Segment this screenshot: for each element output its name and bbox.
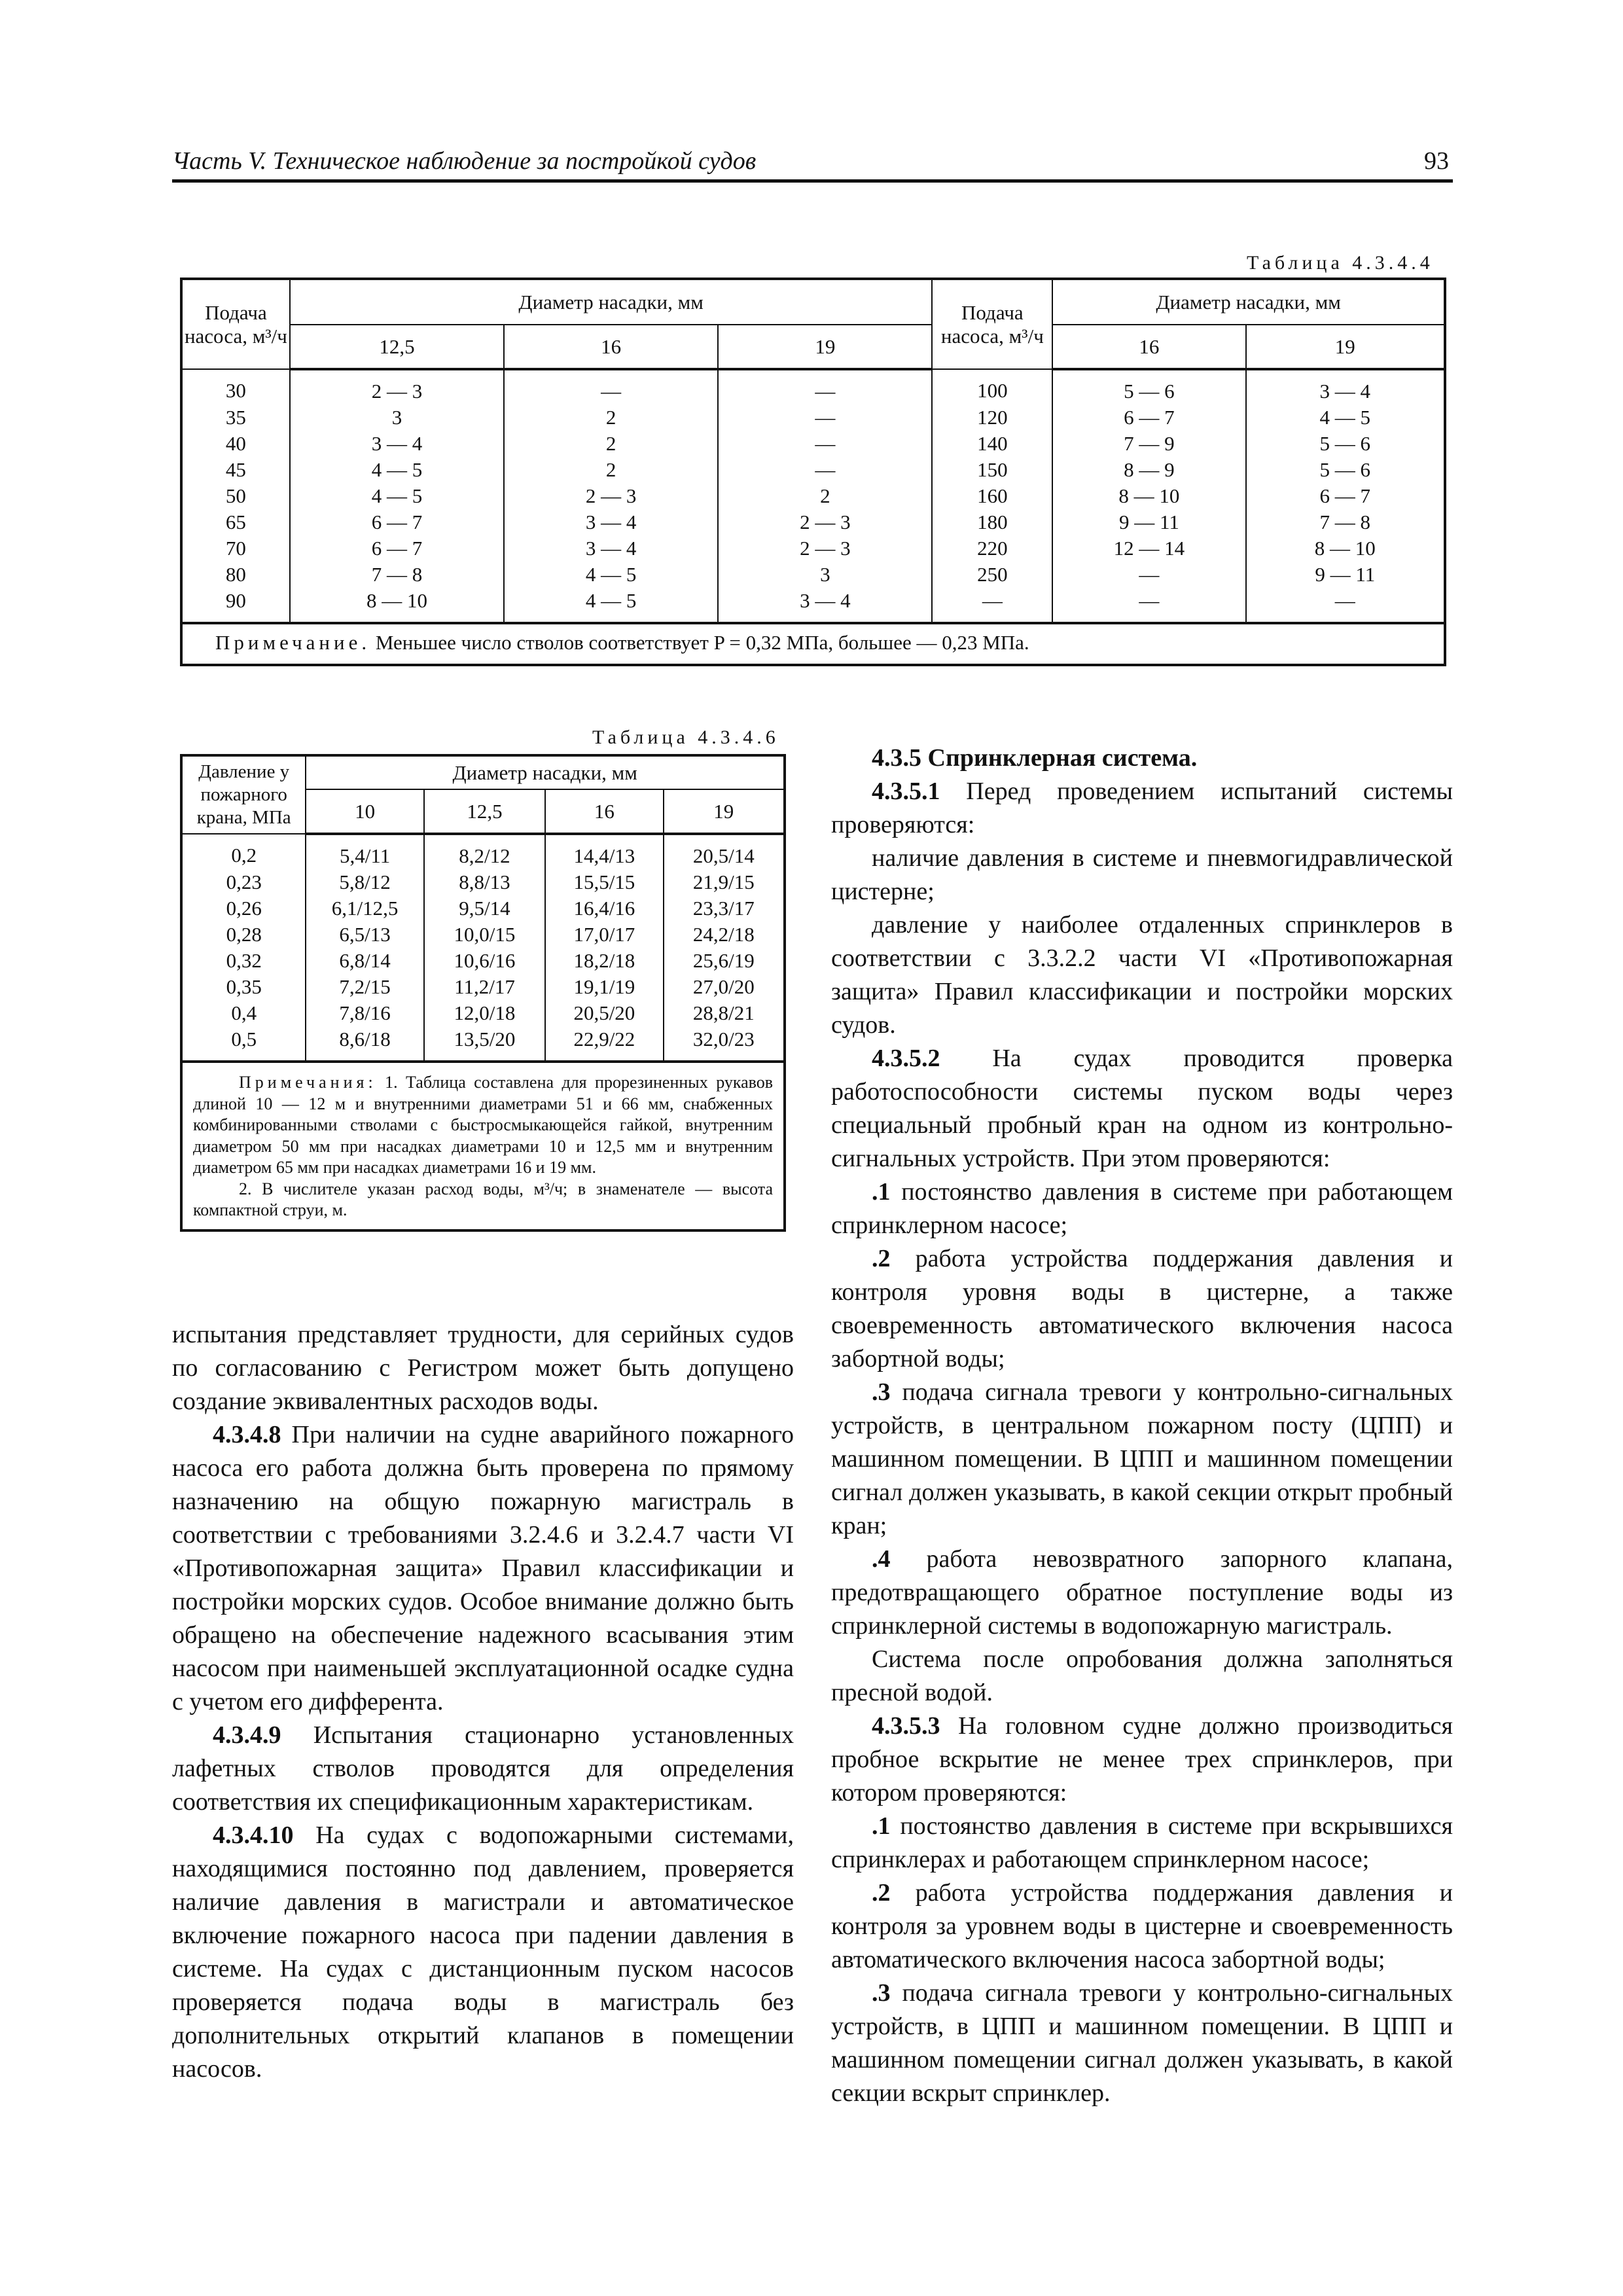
table-cell: 13,5/20 — [424, 1026, 545, 1062]
table-cell: 3 — [290, 404, 504, 431]
table-cell: 8 — 9 — [1052, 457, 1245, 483]
item-number: .3 — [872, 1378, 891, 1406]
table-cell: 0,32 — [181, 948, 306, 974]
table-cell: 3 — 4 — [1246, 369, 1445, 404]
paragraph-continuation: испытания представляет трудности, для серийных судов по согласованию с Регистром может быть допущено создание эквивалентных расходов воды. — [172, 1321, 794, 1415]
note-1 — [193, 1072, 773, 1179]
running-header — [172, 145, 1453, 183]
table-cell: — — [718, 431, 932, 457]
table-cell: 3 — 4 — [504, 509, 718, 535]
table-row — [181, 948, 785, 974]
table-cell: 9,5/14 — [424, 895, 545, 922]
table-cell: 12 — 14 — [1052, 535, 1245, 562]
right-column — [831, 742, 1453, 2110]
item-number: .2 — [872, 1245, 891, 1272]
table-cell: 8 — 10 — [1052, 483, 1245, 509]
table-cell: 2 — [504, 404, 718, 431]
table-cell: 45 — [181, 457, 290, 483]
header-nozzle-diameter-2: Диаметр насадки, мм — [1052, 279, 1445, 325]
table-cell: 4 — 5 — [1246, 404, 1445, 431]
table-row — [181, 457, 1445, 483]
header-d-19: 19 — [718, 325, 932, 369]
table-cell: 5,4/11 — [306, 834, 423, 869]
list-item: наличие давления в системе и пневмогидравлической цистерне; — [831, 844, 1453, 905]
list-item — [831, 1376, 1453, 1543]
table-cell: 50 — [181, 483, 290, 509]
left-column — [172, 1318, 794, 2086]
table-cell: 6,5/13 — [306, 922, 423, 948]
note-label: Примечание. — [215, 631, 371, 654]
paragraph-4-3-5-2 — [831, 1042, 1453, 1175]
table-cell: 23,3/17 — [664, 895, 785, 922]
table-row — [181, 922, 785, 948]
item-text: подача сигнала тревоги у контрольно-сигнальных устройств, в ЦПП и машинном помещении. В ЦПП и машинном помещении сигнал должен указывать, в какой секции вскрыт спринклер. — [831, 1979, 1454, 2107]
table-cell: 2 — 3 — [504, 483, 718, 509]
table-cell: 0,23 — [181, 869, 306, 895]
table-cell: 4 — 5 — [504, 562, 718, 588]
table-row — [181, 431, 1445, 457]
paragraph-4-3-4-10 — [172, 1819, 794, 2086]
item-text: работа устройства поддержания давления и контроля уровня воды в цистерне, а также своевременность автоматического включения насоса забортной воды; — [831, 1245, 1454, 1372]
item-text: постоянство давления в системе при работающем спринклерном насосе; — [831, 1178, 1453, 1239]
table-cell: 4 — 5 — [504, 588, 718, 623]
notes-label: Примечания: — [239, 1073, 377, 1092]
clause-text: При наличии на судне аварийного пожарного насоса его работа должна быть проверена по прямому назначению на общую пожарную магистраль в соответствии с требованиями 3.2.4.6 и 3.2.4.7 части VI «Противопожарная защита» Правил классификации и постройки морских судов. Особое внимание должно быть обращено на обеспечение надежного всасывания этим насосом при наименьшей эксплуатационной осадке судна с учетом его дифферента. — [172, 1421, 794, 1715]
table-cell: 4 — 5 — [290, 483, 504, 509]
table-cell: 180 — [932, 509, 1052, 535]
clause-text: На судах с водопожарными системами, находящимися постоянно под давлением, проверяется наличие давления в магистрали и автоматическое включение пожарного насоса при падении давления в системе. На судах с дистанционным пуском насосов проверяется подача воды в магистраль без дополнительных открытий клапанов в помещении насосов. — [172, 1821, 794, 2083]
table-cell: 70 — [181, 535, 290, 562]
header-d-12-5: 12,5 — [424, 789, 545, 834]
table-cell: 8,6/18 — [306, 1026, 423, 1062]
header-d-16: 16 — [504, 325, 718, 369]
table-cell: — — [932, 588, 1052, 623]
table-row — [181, 404, 1445, 431]
table-row — [181, 974, 785, 1000]
item-number: .3 — [872, 1979, 891, 2007]
table-cell: 0,5 — [181, 1026, 306, 1062]
table-cell: 6,8/14 — [306, 948, 423, 974]
table-row — [181, 895, 785, 922]
table-cell: 9 — 11 — [1246, 562, 1445, 588]
table-cell: 14,4/13 — [545, 834, 663, 869]
clause-text: Перед проведением испытаний системы проверяются: — [831, 778, 1453, 838]
table-row — [181, 869, 785, 895]
header-d-12-5: 12,5 — [290, 325, 504, 369]
table-cell: 6 — 7 — [1246, 483, 1445, 509]
list-item — [831, 1977, 1453, 2110]
table-cell: 8 — 10 — [290, 588, 504, 623]
clause-text: На головном судне должно производиться пробное вскрытие не менее трех спринклеров, при котором проверяются: — [831, 1712, 1453, 1806]
table-cell: 2 — 3 — [290, 369, 504, 404]
table-cell: 35 — [181, 404, 290, 431]
table-cell: 0,4 — [181, 1000, 306, 1026]
table-row — [181, 1000, 785, 1026]
table-cell: — — [718, 369, 932, 404]
clause-number: 4.3.4.8 — [213, 1421, 281, 1448]
table-cell: 5 — 6 — [1052, 369, 1245, 404]
list-item — [831, 1175, 1453, 1242]
table-cell: 2 — [718, 483, 932, 509]
table-row — [181, 1026, 785, 1062]
table-cell: 2 — 3 — [718, 509, 932, 535]
item-text: постоянство давления в системе при вскрывшихся спринклерах и работающем спринклерном насосе; — [831, 1812, 1454, 1873]
table2-caption: Таблица 4.3.4.6 — [592, 726, 779, 748]
table-cell: 6 — 7 — [290, 535, 504, 562]
table-cell: 7 — 9 — [1052, 431, 1245, 457]
note-text: Меньшее число стволов соответствует P = 0,32 МПа, большее — 0,23 МПа. — [375, 631, 1029, 654]
item-number: .4 — [872, 1545, 891, 1573]
table-cell: 20,5/20 — [545, 1000, 663, 1026]
table-cell: 6,1/12,5 — [306, 895, 423, 922]
table1-caption: Таблица 4.3.4.4 — [1247, 252, 1434, 274]
paragraph-4-3-5-3 — [831, 1710, 1453, 1810]
table-cell: 7 — 8 — [290, 562, 504, 588]
table-cell: 6 — 7 — [290, 509, 504, 535]
table-cell: 11,2/17 — [424, 974, 545, 1000]
table-cell: 25,6/19 — [664, 948, 785, 974]
note-2: 2. В числителе указан расход воды, м³/ч; в знаменателе — высота компактной струи, м. — [193, 1179, 773, 1219]
table-cell: 8,2/12 — [424, 834, 545, 869]
table-cell: 100 — [932, 369, 1052, 404]
table-cell: 10,0/15 — [424, 922, 545, 948]
item-text: работа невозвратного запорного клапана, предотвращающего обратное поступление воды из спринклерной системы в водопожарную магистраль. — [831, 1545, 1453, 1640]
table-cell: 6 — 7 — [1052, 404, 1245, 431]
note-1-text: 1. Таблица составлена для прорезиненных рукавов длиной 10 — 12 м и внутренними диаметрами 51 и 66 мм, снабженных комбинированными стволами с быстросмыкающейся гайкой, внутренним диаметром 50 мм при насадках диаметрами 10 и 12,5 мм и внутренним диаметром 65 мм при насадках диаметрами 16 и 19 мм. — [193, 1073, 773, 1177]
table1-note — [181, 623, 1445, 665]
paragraph-4-3-4-8 — [172, 1418, 794, 1719]
table-cell: 10,6/16 — [424, 948, 545, 974]
table-cell: 3 — 4 — [290, 431, 504, 457]
item-text: работа устройства поддержания давления и контроля за уровнем воды в цистерне и своевременность автоматического включения насоса забортной воды; — [831, 1879, 1454, 1973]
item-number: .1 — [872, 1178, 891, 1206]
table-cell: 120 — [932, 404, 1052, 431]
table-cell: 9 — 11 — [1052, 509, 1245, 535]
clause-number: 4.3.5.2 — [872, 1045, 940, 1072]
table-cell: 17,0/17 — [545, 922, 663, 948]
list-item — [831, 1543, 1453, 1643]
paragraph: Система после опробования должна заполняться пресной водой. — [831, 1645, 1453, 1706]
item-text: подача сигнала тревоги у контрольно-сигнальных устройств, в центральном пожарном посту (ЦПП) и машинном помещении. В ЦПП и машинном помещении сигнал должен указывать, в какой секции открыт пробный кран; — [831, 1378, 1454, 1539]
table-cell: 160 — [932, 483, 1052, 509]
table-cell: 28,8/21 — [664, 1000, 785, 1026]
clause-number: 4.3.5.1 — [872, 778, 940, 805]
clause-text: На судах проводится проверка работоспособности системы пуском воды через специальный пробный кран на одном из контрольно-сигнальных устройств. При этом проверяются: — [831, 1045, 1454, 1172]
table-cell: 0,26 — [181, 895, 306, 922]
header-d-19-b: 19 — [1246, 325, 1445, 369]
list-item: давление у наиболее отдаленных спринклеров в соответствии с 3.3.2.2 части VI «Противопожарная защита» Правил классификации и постройки морских судов. — [831, 911, 1453, 1039]
table-cell: 8,8/13 — [424, 869, 545, 895]
table-cell: 0,35 — [181, 974, 306, 1000]
table-cell: 4 — 5 — [290, 457, 504, 483]
table-cell: 24,2/18 — [664, 922, 785, 948]
list-item — [831, 1810, 1453, 1876]
table-cell: 2 — [504, 431, 718, 457]
header-flow-rate: Подача насоса, м³/ч — [181, 279, 290, 369]
list-item — [831, 1242, 1453, 1376]
header-flow-rate-2: Подача насоса, м³/ч — [932, 279, 1052, 369]
table-cell: — — [1052, 588, 1245, 623]
table2-notes — [181, 1062, 785, 1230]
table-cell: 27,0/20 — [664, 974, 785, 1000]
table-cell: 32,0/23 — [664, 1026, 785, 1062]
table-cell: — — [1052, 562, 1245, 588]
table-cell: — — [718, 457, 932, 483]
table-cell: 2 — [504, 457, 718, 483]
header-d-10: 10 — [306, 789, 423, 834]
table-cell: 80 — [181, 562, 290, 588]
table-cell: 2 — 3 — [718, 535, 932, 562]
table-row — [181, 369, 1445, 404]
table-row — [181, 834, 785, 869]
section-heading: 4.3.5 Спринклерная система. — [872, 744, 1198, 772]
table-cell: 21,9/15 — [664, 869, 785, 895]
paragraph-4-3-5-1 — [831, 775, 1453, 842]
header-d-16: 16 — [545, 789, 663, 834]
table-cell: 8 — 10 — [1246, 535, 1445, 562]
table-cell: 0,2 — [181, 834, 306, 869]
table-row — [181, 588, 1445, 623]
table-cell: 5 — 6 — [1246, 431, 1445, 457]
header-nozzle-diameter: Диаметр насадки, мм — [306, 755, 785, 789]
list-item — [831, 1876, 1453, 1977]
table-cell: 7,8/16 — [306, 1000, 423, 1026]
clause-number: 4.3.4.10 — [213, 1821, 294, 1849]
table-cell: 18,2/18 — [545, 948, 663, 974]
table-cell: — — [718, 404, 932, 431]
table-cell: 7,2/15 — [306, 974, 423, 1000]
header-d-19: 19 — [664, 789, 785, 834]
table-cell: — — [504, 369, 718, 404]
table-cell: — — [1246, 588, 1445, 623]
table-cell: 220 — [932, 535, 1052, 562]
clause-number: 4.3.5.3 — [872, 1712, 940, 1740]
table-cell: 20,5/14 — [664, 834, 785, 869]
table-4-3-4-6 — [180, 754, 786, 1232]
table-cell: 30 — [181, 369, 290, 404]
item-number: .1 — [872, 1812, 891, 1840]
table-cell: 5 — 6 — [1246, 457, 1445, 483]
table-cell: 3 — 4 — [718, 588, 932, 623]
running-title: Часть V. Техническое наблюдение за постройкой судов — [172, 147, 757, 175]
table-cell: 19,1/19 — [545, 974, 663, 1000]
table-cell: 0,28 — [181, 922, 306, 948]
table-cell: 3 — [718, 562, 932, 588]
table-cell: 65 — [181, 509, 290, 535]
table-cell: 15,5/15 — [545, 869, 663, 895]
table-row — [181, 509, 1445, 535]
table-cell: 16,4/16 — [545, 895, 663, 922]
table-row — [181, 562, 1445, 588]
table-cell: 40 — [181, 431, 290, 457]
table-row — [181, 535, 1445, 562]
table-cell: 12,0/18 — [424, 1000, 545, 1026]
table-cell: 150 — [932, 457, 1052, 483]
page-number: 93 — [1424, 147, 1449, 175]
table-4-3-4-4 — [180, 278, 1446, 666]
table-cell: 3 — 4 — [504, 535, 718, 562]
header-pressure: Давление у пожарного крана, МПа — [181, 755, 306, 834]
table-cell: 250 — [932, 562, 1052, 588]
table-cell: 7 — 8 — [1246, 509, 1445, 535]
table-cell: 5,8/12 — [306, 869, 423, 895]
item-number: .2 — [872, 1879, 891, 1907]
table-cell: 90 — [181, 588, 290, 623]
table-cell: 22,9/22 — [545, 1026, 663, 1062]
header-nozzle-diameter: Диаметр насадки, мм — [290, 279, 933, 325]
paragraph-4-3-4-9 — [172, 1719, 794, 1819]
table-row — [181, 483, 1445, 509]
clause-number: 4.3.4.9 — [213, 1721, 281, 1749]
header-d-16-b: 16 — [1052, 325, 1245, 369]
clause-text: Испытания стационарно установленных лафетных стволов проводятся для определения соответствия их спецификационным характеристикам. — [172, 1721, 794, 1816]
table-cell: 140 — [932, 431, 1052, 457]
